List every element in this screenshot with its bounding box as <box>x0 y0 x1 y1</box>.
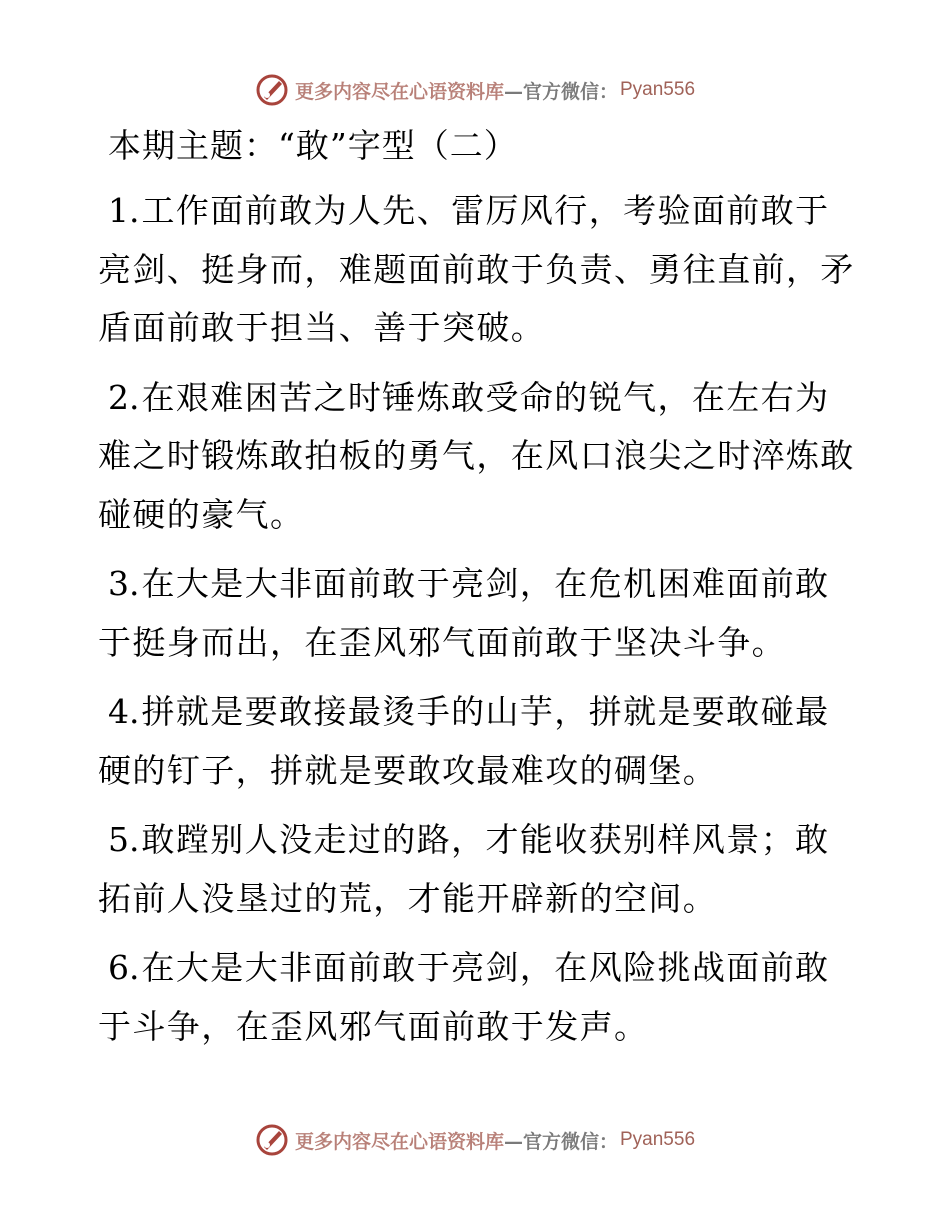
item-number: 2. <box>108 377 140 417</box>
footer-wechat-label: —官方微信： <box>503 1130 618 1153</box>
item-text: 拼就是要敢接最烫手的山芋，拼就是要敢碰最硬的钉子，拼就是要敢攻最难攻的碉堡。 <box>98 692 830 790</box>
list-item <box>98 939 858 1056</box>
brand-logo-icon <box>255 73 289 107</box>
list-item <box>98 811 858 928</box>
list-item <box>98 182 858 358</box>
list-item <box>98 683 858 800</box>
item-number: 1. <box>108 191 140 230</box>
document-title: 本期主题：“敢”字型（二） <box>108 126 518 165</box>
item-number: 5. <box>108 820 140 859</box>
list-item <box>98 555 858 672</box>
item-number: 3. <box>108 564 140 603</box>
item-text: 工作面前敢为人先、雷厉风行，考验面前敢于亮剑、挺身而，难题面前敢于负责、勇往直前，矛盾面前敢于担当、善于突破。 <box>98 191 855 347</box>
header-wechat-label: —官方微信： <box>503 80 618 103</box>
brand-logo-icon <box>255 1123 289 1157</box>
list-item <box>98 369 858 545</box>
header-wechat-id: Pyan556 <box>620 79 696 100</box>
footer-brand-text: 更多内容尽在心语资料库 <box>294 1130 504 1153</box>
item-text: 在大是大非面前敢于亮剑，在风险挑战面前敢于斗争，在歪风邪气面前敢于发声。 <box>98 948 830 1046</box>
header-brand-text: 更多内容尽在心语资料库 <box>294 80 504 103</box>
footer-wechat-id: Pyan556 <box>620 1129 696 1150</box>
item-text: 在大是大非面前敢于亮剑，在危机困难面前敢于挺身而出，在歪风邪气面前敢于坚决斗争。 <box>98 564 830 662</box>
item-text: 敢蹚别人没走过的路，才能收获别样风景；敢拓前人没垦过的荒，才能开辟新的空间。 <box>98 820 830 918</box>
item-text: 在艰难困苦之时锤炼敢受命的锐气，在左右为难之时锻炼敢拍板的勇气，在风口浪尖之时淬炼敢碰硬的豪气。 <box>98 377 855 534</box>
item-number: 4. <box>108 692 140 731</box>
item-number: 6. <box>108 948 140 987</box>
footer-banner <box>0 1120 950 1160</box>
header-banner <box>0 70 950 110</box>
document-body <box>98 120 858 1067</box>
